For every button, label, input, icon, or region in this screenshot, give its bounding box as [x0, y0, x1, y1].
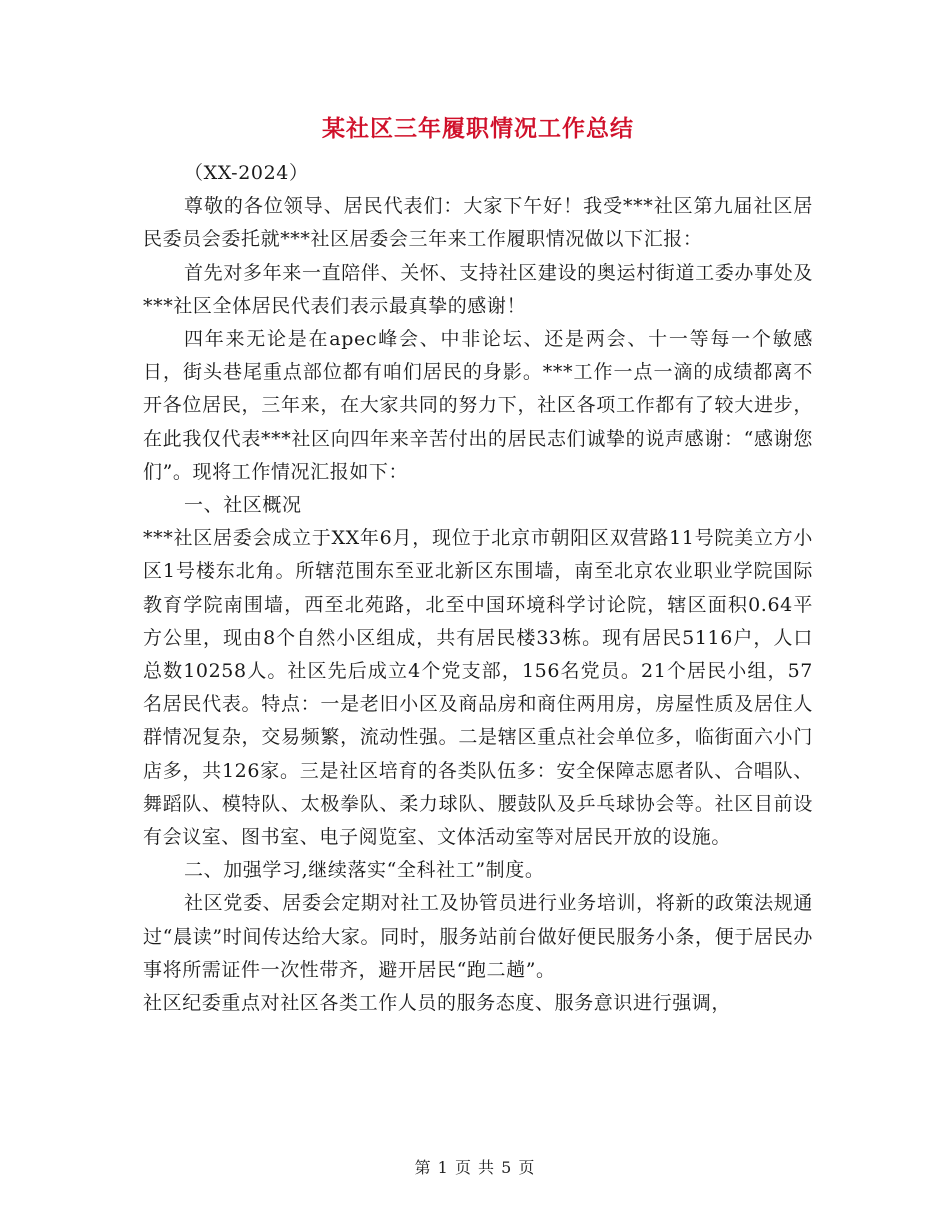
paragraph-training: 社区党委、居委会定期对社工及协管员进行业务培训，将新的政策法规通过“晨读”时间传达给大家。同时，服务站前台做好便民服务小条，便于居民办事将所需证件一次性带齐，避开居民“跑二趟”。	[143, 892, 813, 981]
document-subtitle: （XX-2024）	[184, 162, 309, 184]
document-title: 某社区三年履职情况工作总结	[322, 115, 634, 142]
section-heading-overview: 一、社区概况	[184, 494, 302, 517]
document-page	[143, 0, 813, 1230]
document-body	[143, 157, 813, 1020]
paragraph-thanks: 首先对多年来一直陪伴、关怀、支持社区建设的奥运村街道工委办事处及***社区全体居民代表们表示最真挚的感谢！	[143, 261, 813, 317]
paragraph-greeting: 尊敬的各位领导、居民代表们：大家下午好！我受***社区第九届社区居民委员会委托就***社区居委会三年来工作履职情况做以下汇报：	[143, 195, 813, 251]
paragraph-overview: ***社区居委会成立于XX年6月，现位于北京市朝阳区双营路11号院美立方小区1号楼东北角。所辖范围东至亚北新区东围墙，南至北京农业职业学院国际教育学院南围墙，西至北苑路，北至中国环境科学讨论院，辖区面积0.64平方公里，现由8个自然小区组成，共有居民楼33栋。现有居民5116户，人口总数10258人。社区先后成立4个党支部，156名党员。21个居民小组，57名居民代表。特点：一是老旧小区及商品房和商住两用房，房屋性质及居住人群情况复杂，交易频繁，流动性强。二是辖区重点社会单位多，临街面六小门店多，共126家。三是社区培育的各类队伍多：安全保障志愿者队、合唱队、舞蹈队、模特队、太极拳队、柔力球队、腰鼓队及乒乓球协会等。社区目前设有会议室、图书室、电子阅览室、文体活动室等对居民开放的设施。	[143, 527, 813, 849]
section-heading-study: 二、加强学习,继续落实“全科社工”制度。	[184, 859, 545, 882]
page-number: 第 1 页 共 5 页	[414, 1158, 536, 1177]
paragraph-review: 四年来无论是在apec峰会、中非论坛、还是两会、十一等每一个敏感日，街头巷尾重点部位都有咱们居民的身影。***工作一点一滴的成绩都离不开各位居民，三年来，在大家共同的努力下，社区各项工作都有了较大进步，在此我仅代表***社区向四年来辛苦付出的居民志们诚挚的说声感谢：“感谢您们”。现将工作情况汇报如下：	[143, 328, 813, 483]
paragraph-discipline: 社区纪委重点对社区各类工作人员的服务态度、服务意识进行强调，	[143, 992, 732, 1015]
